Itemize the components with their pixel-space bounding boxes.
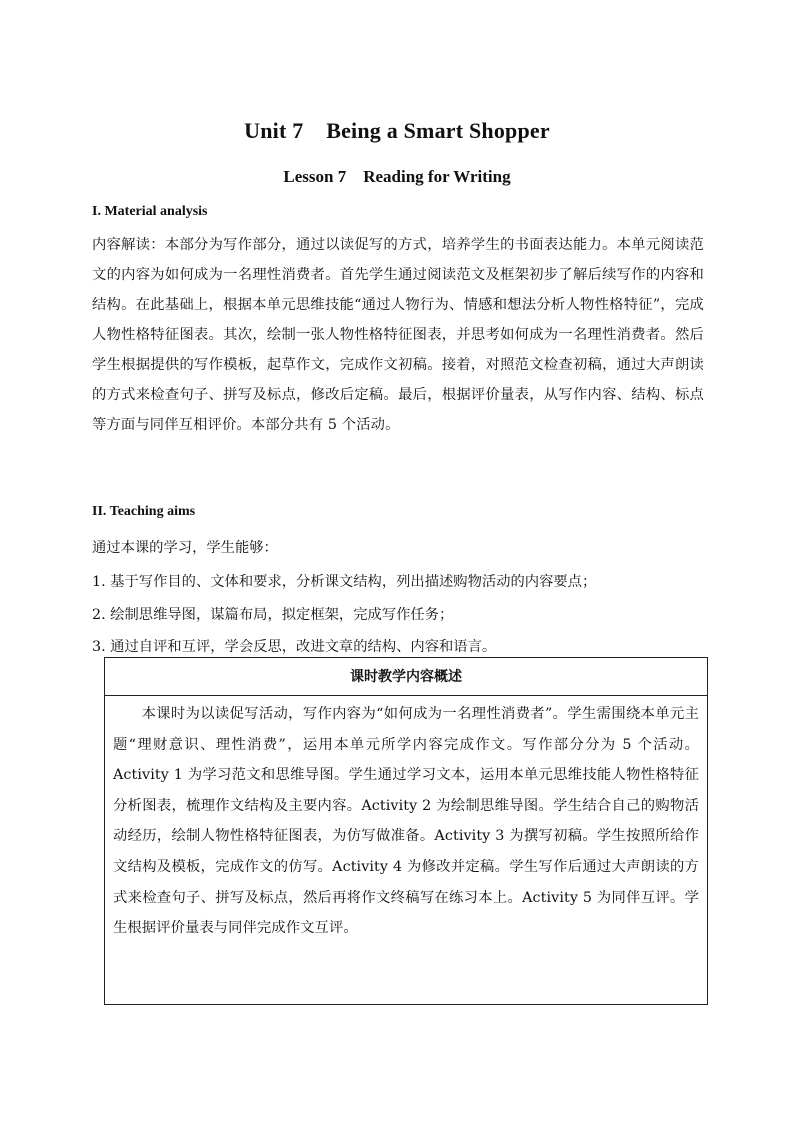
teaching-aim-item: 1. 基于写作目的、文体和要求，分析课文结构，列出描述购物活动的内容要点；: [92, 574, 597, 590]
material-analysis-text: 内容解读：本部分为写作部分，通过以读促写的方式，培养学生的书面表达能力。本单元阅读范文的内容为如何成为一名理性消费者。首先学生通过阅读范文及框架初步了解后续写作的内容和结构。在此基础上，根据本单元思维技能“通过人物行为、情感和想法分析人物性格特征”，完成人物性格特征图表。其次，绘制一张人物性格特征图表，并思考如何成为一名理性消费者。然后学生根据提供的写作模板，起草作文，完成作文初稿。接着，对照范文检查初稿，通过大声朗读的方式来检查句子、拼写及标点，修改后定稿。最后，根据评价量表，从写作内容、结构、标点等方面与同伴互相评价。本部分共有 5 个活动。: [92, 237, 704, 433]
teaching-aim-item: 2. 绘制思维导图，谋篇布局，拟定框架，完成写作任务；: [92, 607, 454, 623]
unit-title: Unit 7 Being a Smart Shopper: [244, 118, 550, 143]
material-analysis-heading: I. Material analysis: [92, 204, 208, 219]
teaching-aim-item: 3. 通过自评和互评，学会反思，改进文章的结构、内容和语言。: [92, 639, 497, 655]
lesson-overview-header: 课时教学内容概述: [105, 658, 707, 696]
teaching-aims-heading: II. Teaching aims: [92, 504, 196, 519]
teaching-aims-intro: 通过本课的学习，学生能够：: [92, 540, 278, 556]
lesson-overview-table: [104, 657, 708, 1005]
lesson-overview-text: 本课时为以读促写活动，写作内容为“如何成为一名理性消费者”。学生需围绕本单元主题“理财意识、理性消费”，运用本单元所学内容完成作文。写作部分分为 5 个活动。Activity 1 为学习范文和思维导图。学生通过学习文本，运用本单元思维技能人物性格特征分析图表，梳理作文结构及主要内容。Activity 2 为绘制思维导图。学生结合自己的购物活动经历，绘制人物性格特征图表，为仿写做准备。Activity 3 为撰写初稿。学生按照所给作文结构及模板，完成作文的仿写。Activity 4 为修改并定稿。学生写作后通过大声朗读的方式来检查句子、拼写及标点，然后再将作文终稿写在练习本上。Activity 5 为同伴互评。学生根据评价量表与同伴完成作文互评。: [113, 706, 699, 937]
lesson-title: Lesson 7 Reading for Writing: [283, 167, 511, 186]
